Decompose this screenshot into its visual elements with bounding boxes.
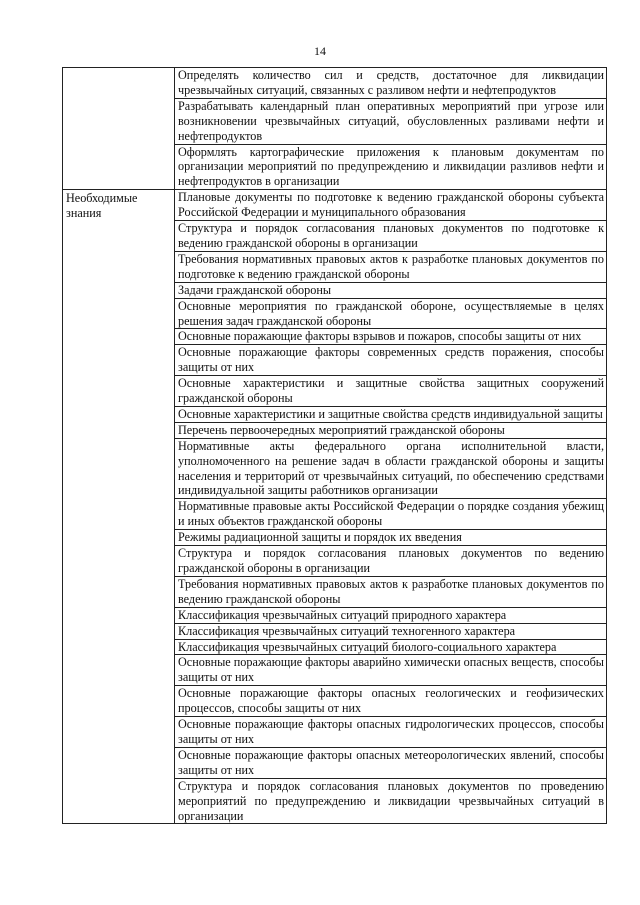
- requirement-item: Классификация чрезвычайных ситуаций техногенного характера: [175, 623, 607, 639]
- requirement-item: Структура и порядок согласования плановых документов по подготовке к ведению гражданской обороны в организации: [175, 221, 607, 252]
- section-label: Необходимые знания: [66, 191, 138, 221]
- requirement-item: Плановые документы по подготовке к ведению гражданской обороны субъекта Российской Федерации и муниципального образования: [175, 190, 607, 221]
- requirement-item: Оформлять картографические приложения к плановым документам по организации мероприятий по предупреждению и ликвидации разливов нефти и нефтепродуктов в организации: [175, 144, 607, 190]
- page-number: 14: [314, 44, 326, 58]
- section-label-cell: [63, 190, 175, 824]
- table-row: [63, 190, 607, 221]
- requirement-item: Режимы радиационной защиты и порядок их введения: [175, 530, 607, 546]
- requirement-item: Разрабатывать календарный план оперативных мероприятий при угрозе или возникновении чрезвычайных ситуаций, обусловленных разливами нефти и нефтепродуктов: [175, 98, 607, 144]
- requirement-item: Требования нормативных правовых актов к разработке плановых документов по подготовке к ведению гражданской обороны: [175, 251, 607, 282]
- requirement-item: Перечень первоочередных мероприятий гражданской обороны: [175, 422, 607, 438]
- requirement-item: Основные характеристики и защитные свойства средств индивидуальной защиты: [175, 406, 607, 422]
- requirement-item: Требования нормативных правовых актов к разработке плановых документов по ведению гражданской обороны: [175, 576, 607, 607]
- table-row: [63, 68, 607, 99]
- requirement-item: Классификация чрезвычайных ситуаций биолого-социального характера: [175, 639, 607, 655]
- requirement-item: Основные поражающие факторы опасных гидрологических процессов, способы защиты от них: [175, 717, 607, 748]
- requirement-item: Основные характеристики и защитные свойства защитных сооружений гражданской обороны: [175, 376, 607, 407]
- section-label-cell: [63, 68, 175, 190]
- requirement-item: Основные поражающие факторы опасных метеорологических явлений, способы защиты от них: [175, 747, 607, 778]
- requirement-item: Задачи гражданской обороны: [175, 282, 607, 298]
- requirement-item: Классификация чрезвычайных ситуаций природного характера: [175, 607, 607, 623]
- requirements-table: [62, 67, 607, 824]
- requirement-item: Определять количество сил и средств, достаточное для ликвидации чрезвычайных ситуаций, связанных с разливом нефти и нефтепродуктов: [175, 68, 607, 99]
- requirement-item: Основные поражающие факторы современных средств поражения, способы защиты от них: [175, 345, 607, 376]
- requirement-item: Нормативные правовые акты Российской Федерации о порядке создания убежищ и иных объектов гражданской обороны: [175, 499, 607, 530]
- requirement-item: Основные поражающие факторы опасных геологических и геофизических процессов, способы защиты от них: [175, 686, 607, 717]
- requirement-item: Структура и порядок согласования плановых документов по проведению мероприятий по предупреждению и ликвидации чрезвычайных ситуаций в организации: [175, 778, 607, 824]
- requirement-item: Нормативные акты федерального органа исполнительной власти, уполномоченного на решение задач в области гражданской обороны и защиты населения и территорий от чрезвычайных ситуаций, по обеспечению средствами индивидуальной защиты работников организации: [175, 438, 607, 499]
- requirement-item: Основные мероприятия по гражданской обороне, осуществляемые в целях решения задач гражданской обороны: [175, 298, 607, 329]
- requirement-item: Основные поражающие факторы взрывов и пожаров, способы защиты от них: [175, 329, 607, 345]
- requirement-item: Структура и порядок согласования плановых документов по ведению гражданской обороны в организации: [175, 546, 607, 577]
- section-label: [66, 68, 172, 69]
- requirement-item: Основные поражающие факторы аварийно химически опасных веществ, способы защиты от них: [175, 655, 607, 686]
